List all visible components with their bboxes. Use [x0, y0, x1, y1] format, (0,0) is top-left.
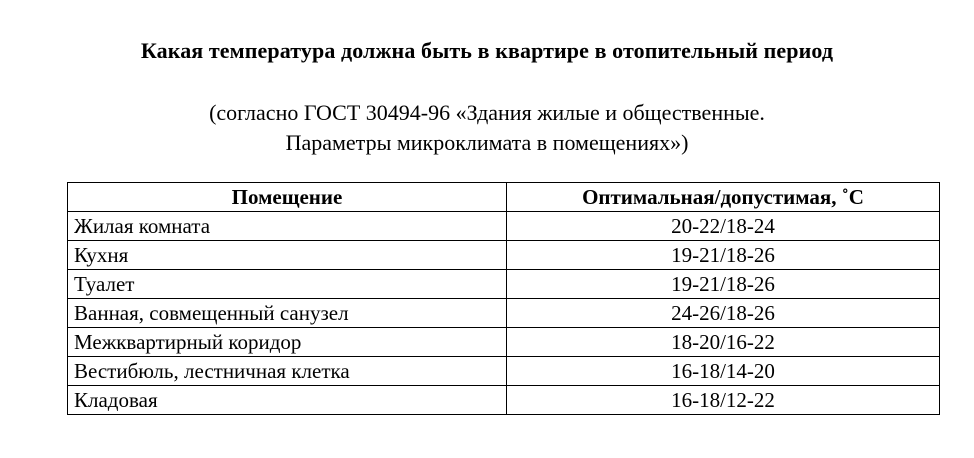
table-row — [68, 299, 940, 328]
temperature-range: 19-21/18-26 — [507, 241, 940, 270]
temperature-range: 24-26/18-26 — [507, 299, 940, 328]
table-row — [68, 212, 940, 241]
room-name: Межквартирный коридор — [68, 328, 507, 357]
room-name: Кладовая — [68, 386, 507, 415]
subtitle-line-2: Параметры микроклимата в помещениях») — [285, 130, 689, 155]
temperature-range: 16-18/12-22 — [507, 386, 940, 415]
temperature-range: 16-18/14-20 — [507, 357, 940, 386]
temperature-range: 19-21/18-26 — [507, 270, 940, 299]
room-name: Туалет — [68, 270, 507, 299]
table-row — [68, 386, 940, 415]
table-row — [68, 328, 940, 357]
room-name: Ванная, совмещенный санузел — [68, 299, 507, 328]
room-name: Вестибюль, лестничная клетка — [68, 357, 507, 386]
table-header-row — [68, 183, 940, 212]
page-title: Какая температура должна быть в квартире в отопительный период — [140, 38, 834, 63]
temperature-table — [67, 182, 940, 415]
temperature-range: 18-20/16-22 — [507, 328, 940, 357]
page-subtitle — [0, 98, 974, 158]
room-name: Жилая комната — [68, 212, 507, 241]
subtitle-line-1: (согласно ГОСТ 30494-96 «Здания жилые и общественные. — [209, 100, 765, 125]
header-temperature: Оптимальная/допустимая, ˚С — [507, 183, 940, 212]
table-row — [68, 357, 940, 386]
table-row — [68, 270, 940, 299]
room-name: Кухня — [68, 241, 507, 270]
temperature-range: 20-22/18-24 — [507, 212, 940, 241]
header-room: Помещение — [68, 183, 507, 212]
table-row — [68, 241, 940, 270]
